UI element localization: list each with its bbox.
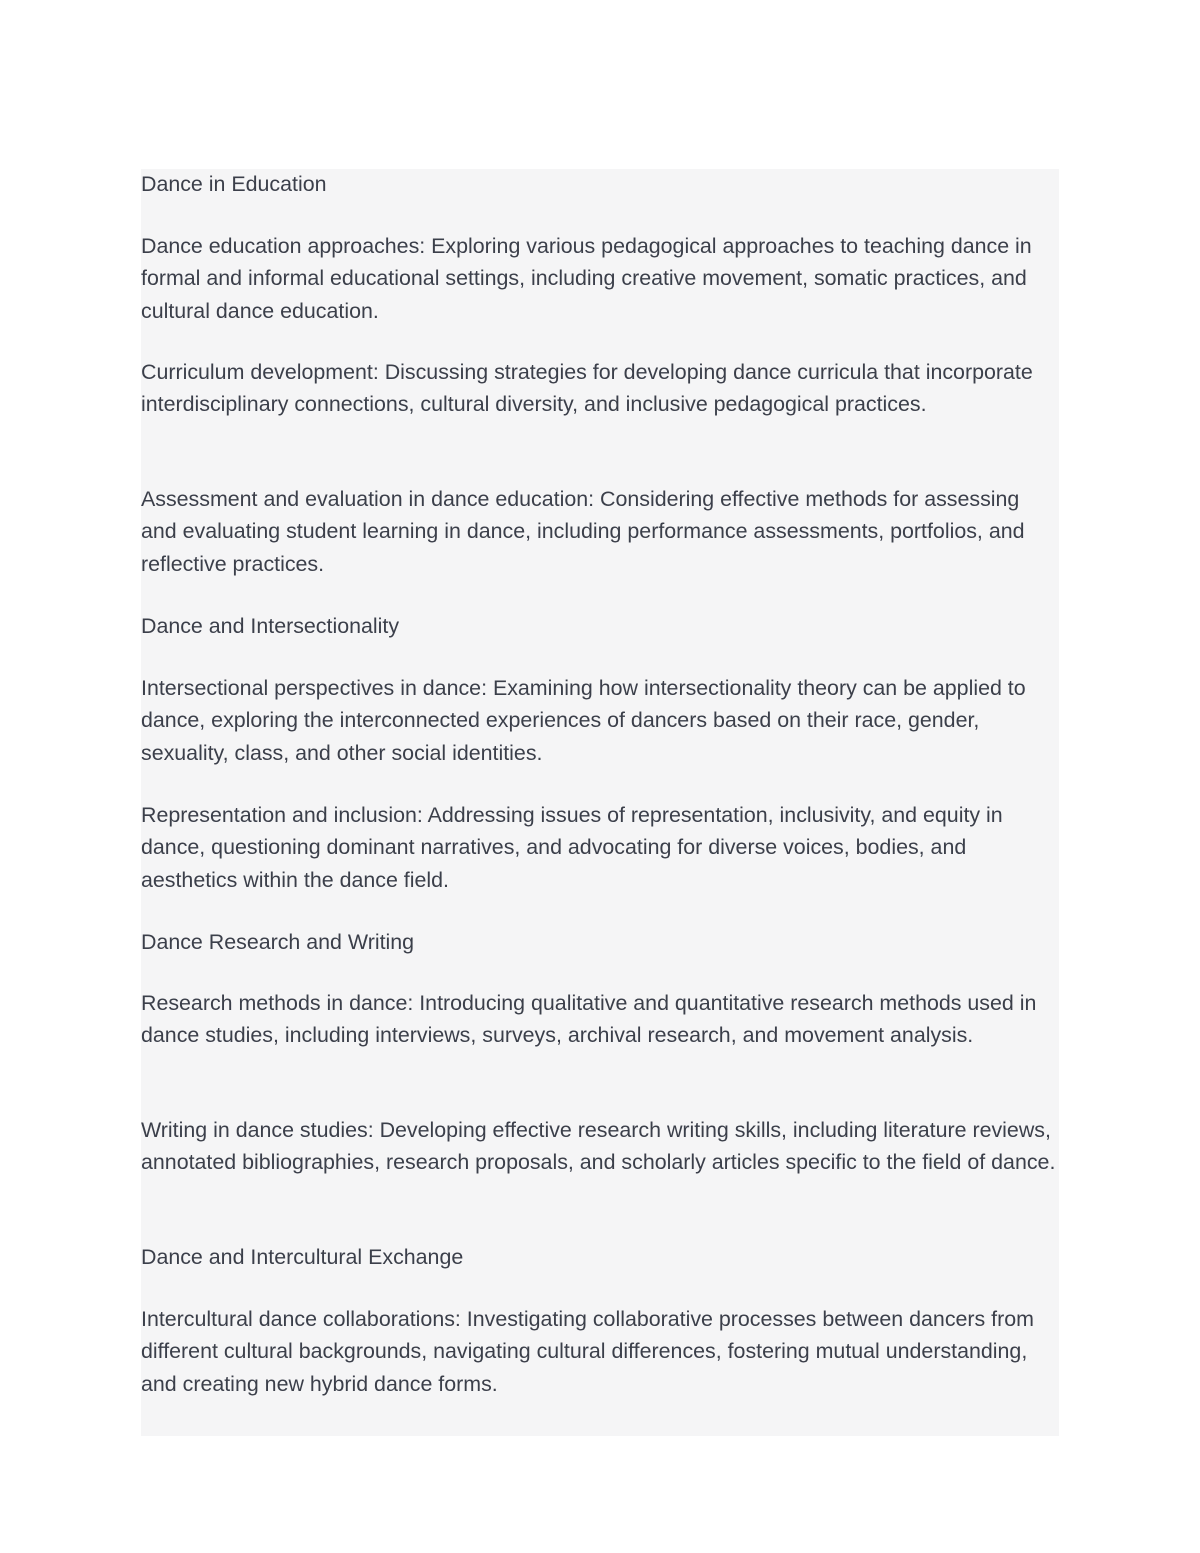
section-heading: Dance Research and Writing	[141, 930, 415, 954]
section-heading: Dance and Intersectionality	[141, 614, 400, 638]
paragraph: Research methods in dance: Introducing qualitative and quantitative research methods used in dance studies, including interviews, surveys, archival research, and movement analysis.	[141, 991, 1037, 1048]
paragraph: Intercultural dance collaborations: Investigating collaborative processes between dancers from different cultural backgrounds, navigating cultural differences, fostering mutual understanding, and creating new hybrid dance forms.	[141, 1307, 1034, 1396]
paragraph: Representation and inclusion: Addressing issues of representation, inclusivity, and equity in dance, questioning dominant narratives, and advocating for diverse voices, bodies, and aesthetics within the dance field.	[141, 803, 1003, 892]
section-heading: Dance in Education	[141, 172, 327, 196]
section-heading: Dance and Intercultural Exchange	[141, 1245, 464, 1269]
paragraph: Curriculum development: Discussing strategies for developing dance curricula that incorporate interdisciplinary connections, cultural diversity, and inclusive pedagogical practices.	[141, 360, 1033, 417]
paragraph: Dance education approaches: Exploring various pedagogical approaches to teaching dance in formal and informal educational settings, including creative movement, somatic practices, and cultural dance education.	[141, 234, 1032, 323]
paragraph: Intersectional perspectives in dance: Examining how intersectionality theory can be applied to dance, exploring the interconnected experiences of dancers based on their race, gender, sexuality, class, and other social identities.	[141, 676, 1026, 765]
paragraph: Writing in dance studies: Developing effective research writing skills, including literature reviews, annotated bibliographies, research proposals, and scholarly articles specific to the field of dance.	[141, 1118, 1056, 1175]
paragraph: Assessment and evaluation in dance education: Considering effective methods for assessing and evaluating student learning in dance, including performance assessments, portfolios, and reflective practices.	[141, 487, 1025, 576]
